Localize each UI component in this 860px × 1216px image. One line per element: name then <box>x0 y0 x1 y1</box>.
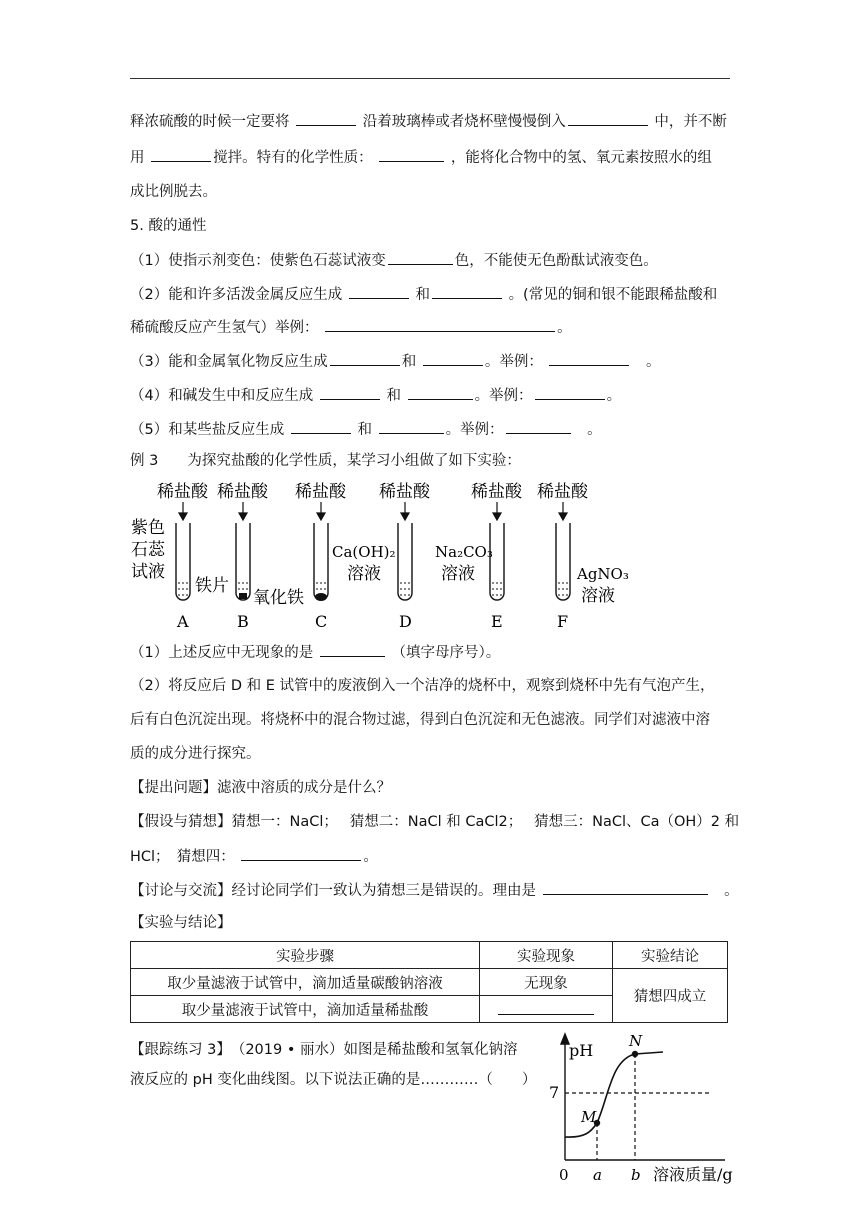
text: 用 <box>130 150 145 166</box>
hypothesis-line-2 <box>130 846 378 867</box>
text: 。 <box>587 422 602 438</box>
tube-letter: F <box>557 612 569 631</box>
example-intro: 例 3 为探究盐酸的化学性质，某学习小组做了如下实验： <box>130 453 521 469</box>
table-cell: 取少量滤液于试管中，滴加适量碳酸钠溶液 <box>131 969 480 996</box>
text: （5）和某些盐反应生成 <box>130 422 285 438</box>
table-cell: 无现象 <box>480 969 613 996</box>
solution-label: 溶液 <box>441 564 475 584</box>
answer-blank[interactable] <box>568 111 648 126</box>
answer-blank[interactable] <box>379 419 444 434</box>
origin-label: 0 <box>559 1166 569 1184</box>
answer-blank[interactable] <box>151 147 211 162</box>
tube-letter: C <box>315 612 328 631</box>
header-cell: 实验现象 <box>480 942 613 969</box>
iron-oxide-shape <box>315 593 327 601</box>
litmus-label: 试液 <box>131 562 165 582</box>
text: 和 <box>415 287 430 303</box>
oxide-label: 氧化铁 <box>253 588 304 608</box>
text: HCl； 猜想四： <box>130 849 235 865</box>
text: 释浓硫酸的时候一定要将 <box>130 114 290 130</box>
y7-label: 7 <box>549 1083 560 1102</box>
na2co3-label: Na₂CO₃ <box>435 543 493 561</box>
text: 。 <box>557 320 572 336</box>
experiment-table <box>130 941 728 1023</box>
test-tube-b <box>236 523 250 600</box>
text: ，能将化合物中的氢、氧元素按照水的组 <box>450 150 712 166</box>
tube-letter: D <box>399 612 412 631</box>
text: 。 <box>606 388 622 404</box>
text: （1）使指示剂变色：使紫色石蕊试液变 <box>130 253 386 269</box>
text: 。举例： <box>484 354 543 370</box>
text: 。(常见的铜和银不能跟稀盐酸和 <box>508 287 718 303</box>
answer-blank[interactable] <box>423 351 483 366</box>
table-header-row <box>131 942 728 969</box>
tube-letter: A <box>177 612 189 631</box>
para-line-3: 成比例脱去。 <box>130 184 217 200</box>
question-2-line-3: 质的成分进行探究。 <box>130 746 261 762</box>
header-cell: 实验步骤 <box>131 942 480 969</box>
caoh-label: Ca(OH)₂ <box>332 543 396 561</box>
item-2-cont <box>130 317 572 338</box>
test-tube-e <box>490 523 504 600</box>
practice-line-1: 【跟踪练习 3】 （2019 • 丽水）如图是稀盐酸和氢氧化钠溶 <box>130 1042 518 1058</box>
litmus-label: 紫色 <box>131 518 165 538</box>
text: 色，不能使无色酚酞试液变色。 <box>454 253 658 269</box>
text: （填字母序号）。 <box>391 645 501 661</box>
a-label: a <box>593 1166 602 1184</box>
section-title: 5. 酸的通性 <box>130 218 207 234</box>
test-tube-d <box>398 523 412 600</box>
text: 。举例： <box>474 388 533 404</box>
header-rule <box>130 78 730 79</box>
question-1 <box>130 642 500 663</box>
text: 【讨论与交流】经讨论同学们一致认为猜想三是错误的。理由是 <box>130 883 536 899</box>
text: 沿着玻璃棒或者烧杯壁慢慢倒入 <box>362 114 566 130</box>
text: 。举例： <box>445 422 504 438</box>
item-4 <box>130 385 621 406</box>
acid-label: 稀盐酸 <box>295 482 346 502</box>
acid-label: 稀盐酸 <box>157 482 208 502</box>
answer-blank[interactable] <box>432 284 502 299</box>
experiment-title: 【实验与结论】 <box>130 915 232 931</box>
answer-blank[interactable] <box>549 351 629 366</box>
acid-label: 稀盐酸 <box>217 482 268 502</box>
ph-curve <box>565 1052 663 1137</box>
answer-blank[interactable] <box>320 385 380 400</box>
conclusion-cell: 猜想四成立 <box>613 969 728 1023</box>
litmus-label: 石蕊 <box>131 540 165 560</box>
text: 和 <box>386 388 401 404</box>
acid-label: 稀盐酸 <box>379 482 430 502</box>
m-label: M <box>581 1108 597 1126</box>
table-cell: 取少量滤液于试管中，滴加适量稀盐酸 <box>131 996 480 1023</box>
answer-blank[interactable] <box>388 250 453 265</box>
answer-blank[interactable] <box>506 419 571 434</box>
text: 和 <box>401 354 417 370</box>
solution-label: 溶液 <box>347 564 381 584</box>
practice-line-2: 液反应的 pH 变化曲线图。以下说法正确的是…………（ ） <box>130 1072 537 1088</box>
text: 。 <box>645 354 661 370</box>
tube-letter: B <box>237 612 249 631</box>
item-1 <box>130 250 658 271</box>
answer-blank[interactable] <box>291 419 351 434</box>
answer-blank[interactable] <box>241 846 361 861</box>
text: 和 <box>357 422 372 438</box>
para-line-1 <box>130 111 727 132</box>
answer-blank[interactable] <box>330 351 400 366</box>
text: 中，并不断 <box>654 114 727 130</box>
text: （4）和碱发生中和反应生成 <box>130 388 314 404</box>
para-line-2 <box>130 147 712 168</box>
answer-blank[interactable] <box>543 880 708 895</box>
ph-curve-graph <box>545 1030 755 1190</box>
answer-blank[interactable] <box>408 385 473 400</box>
test-tube-f <box>556 523 570 600</box>
question-2-line-1: （2）将反应后 D 和 E 试管中的废液倒入一个洁净的烧杯中，观察到烧杯中先有气泡产生， <box>130 678 715 694</box>
iron-piece-shape <box>239 593 247 599</box>
agno3-label: AgNO₃ <box>577 565 629 583</box>
iron-label: 铁片 <box>195 576 229 596</box>
question-2-line-2: 后有白色沉淀出现。将烧杯中的混合物过滤，得到白色沉淀和无色滤液。同学们对滤液中溶 <box>130 712 710 728</box>
acid-label: 稀盐酸 <box>537 482 588 502</box>
table-cell-blank[interactable] <box>480 996 613 1023</box>
answer-blank[interactable] <box>349 284 409 299</box>
x-axis-label: 溶液质量/g <box>653 1165 733 1184</box>
tube-letter: E <box>491 612 503 631</box>
answer-blank[interactable] <box>325 317 555 332</box>
acid-label: 稀盐酸 <box>471 482 522 502</box>
answer-blank[interactable] <box>379 147 444 162</box>
text: （2）能和许多活泼金属反应生成 <box>130 287 343 303</box>
answer-blank[interactable] <box>535 385 605 400</box>
solution-label: 溶液 <box>581 586 615 606</box>
text: （3）能和金属氧化物反应生成 <box>130 354 328 370</box>
hypothesis-line-1: 【假设与猜想】猜想一：NaCl； 猜想二：NaCl 和 CaCl2； 猜想三：NaCl、Ca（OH）2 和 <box>130 814 740 830</box>
item-3 <box>130 351 660 372</box>
n-label: N <box>629 1032 643 1050</box>
test-tube-diagram <box>125 475 629 635</box>
text: 。 <box>724 883 739 899</box>
test-tube-a <box>176 523 190 600</box>
problem-statement: 【提出问题】滤液中溶质的成分是什么？ <box>130 780 391 796</box>
discussion <box>130 880 739 901</box>
text: （1）上述反应中无现象的是 <box>130 645 314 661</box>
y-axis-label: pH <box>569 1041 594 1060</box>
text: 稀硫酸反应产生氢气）举例： <box>130 320 319 336</box>
item-5 <box>130 419 602 440</box>
point-n <box>632 1051 638 1057</box>
header-cell: 实验结论 <box>613 942 728 969</box>
answer-blank[interactable] <box>320 642 385 657</box>
text: 搅拌。特有的化学性质： <box>213 150 373 166</box>
text: 。 <box>363 849 378 865</box>
item-2 <box>130 284 717 305</box>
table-row <box>131 969 728 996</box>
test-tube-c <box>314 523 328 600</box>
answer-blank[interactable] <box>296 111 356 126</box>
b-label: b <box>631 1166 641 1184</box>
